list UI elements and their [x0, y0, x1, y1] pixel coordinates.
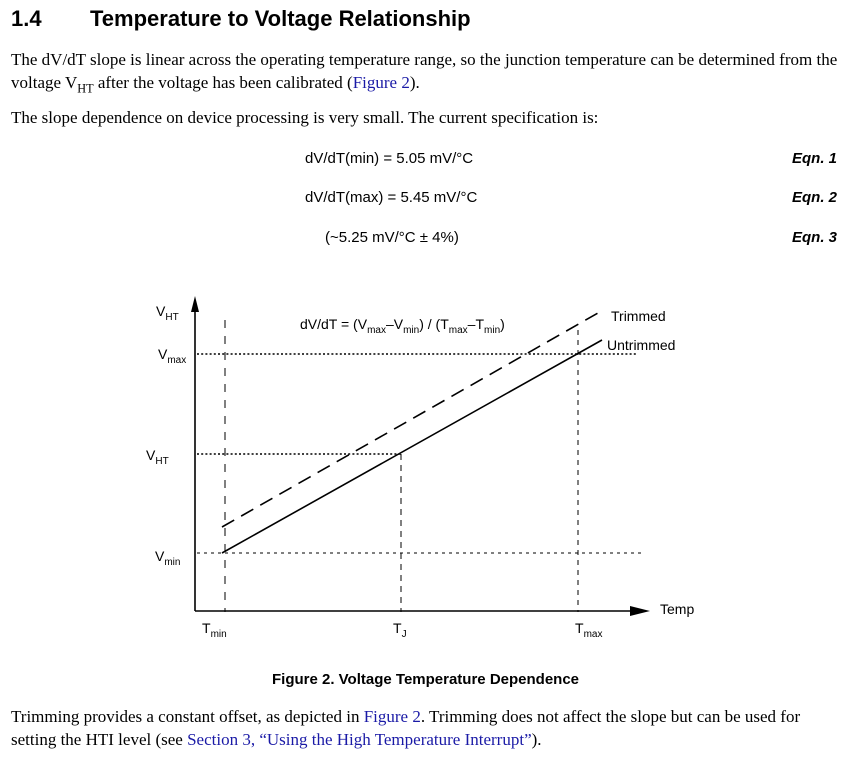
paragraph-text: after the voltage has been calibrated ( [93, 73, 353, 92]
tmax-label: $T_{max}$ [575, 620, 603, 640]
x-axis-arrow [630, 606, 650, 616]
paragraph-text: Trimming provides a constant offset, as depicted in [11, 707, 364, 726]
equation-1-number: Eqn. 1 [791, 150, 837, 167]
tj-label: $T_J$ [393, 620, 407, 640]
section-title: Temperature to Voltage Relationship [90, 6, 471, 31]
equation-1: dV/dT(min) = 5.05 mV/°C [305, 150, 474, 167]
subscript: HT [77, 81, 94, 96]
untrimmed-label: Untrimmed [607, 337, 676, 353]
section-number: 1.4 [11, 6, 42, 31]
trimmed-line [222, 313, 598, 527]
paragraph-text: ). [409, 73, 420, 92]
y-axis-label: $V_{HT}$ [156, 303, 179, 323]
section-3-link[interactable]: Section 3, “Using the High Temperature Interrupt” [187, 730, 532, 749]
paragraph-specification: The slope dependence on device processing is very small. The current specification is: [11, 108, 599, 127]
untrimmed-line [222, 340, 602, 553]
equation-3-number: Eqn. 3 [791, 229, 837, 246]
paragraph-trimming [11, 705, 841, 751]
temp-axis-label: Temp [660, 601, 695, 617]
vmin-label: $V_{min}$ [155, 548, 181, 568]
equation-2: dV/dT(max) = 5.45 mV/°C [305, 189, 478, 206]
slope-formula: $dV/dT = (V_{max}-V_{min}) / (T_{max}-T_{min})$ [300, 316, 505, 336]
equation-2-number: Eqn. 2 [791, 189, 837, 206]
figure-caption: Figure 2. Voltage Temperature Dependence [271, 671, 580, 688]
paragraph-text: The dV/dT slope is linear across the operating temperature range, so the junction temperature can be determined from the voltage V [11, 50, 838, 92]
tmin-label: $T_{min}$ [202, 620, 227, 640]
y-axis-arrow [191, 296, 199, 312]
paragraph-text: ). [531, 730, 542, 749]
paragraph-text: . Trimming does not affect the slope but can be used for setting the HTI level (see [11, 707, 801, 749]
figure-2-link[interactable]: Figure 2 [352, 73, 410, 92]
equation-3: (~5.25 mV/°C ± 4%) [325, 229, 459, 246]
trimmed-label: Trimmed [611, 308, 666, 324]
figure-2-link[interactable]: Figure 2 [363, 707, 421, 726]
vmax-label: $V_{max}$ [158, 346, 187, 366]
vht-label: $V_{HT}$ [146, 447, 169, 467]
